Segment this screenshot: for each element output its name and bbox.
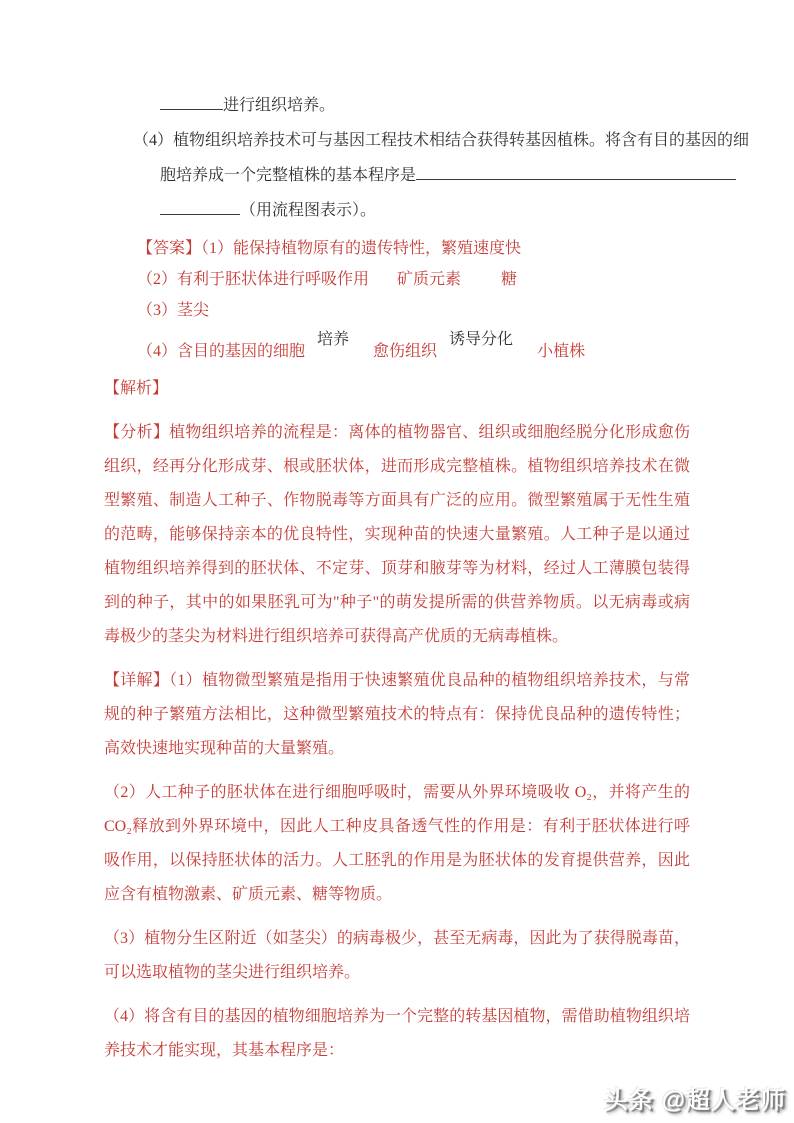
fill-in-blank-underline-long	[416, 164, 736, 180]
explanation-block	[104, 372, 690, 1068]
flow-node-gene-cell: （4）含目的基因的细胞	[137, 343, 306, 360]
question-item4-tail-line	[160, 193, 688, 228]
detail-paragraph-4: （4）将含有目的基因的植物细胞培养为一个完整的转基因植物，需借助植物组织培养技术才能实现，其基本程序是：	[104, 1008, 690, 1059]
question-blank-line-text: 进行组织培养。	[223, 97, 336, 114]
toutiao-watermark: 头条 @超人老师	[603, 1087, 786, 1114]
question-item4-line1	[133, 123, 750, 158]
answer-line-3: （3）茎尖	[137, 302, 210, 319]
flow-arrow-label-culture: 培养	[317, 331, 350, 348]
question-item4-line2-text: 胞培养成一个完整植株的基本程序是	[160, 167, 417, 184]
question-blank-line	[160, 88, 688, 123]
detail-paragraph-3: （3）植物分生区附近（如茎尖）的病毒极少，甚至无病毒，因此为了获得脱毒苗，可以选取植物的茎尖进行组织培养。	[104, 930, 690, 981]
flow-node-plantlet: 小植株	[537, 343, 586, 360]
analysis-paragraph: 【分析】植物组织培养的流程是：离体的植物器官、组织或细胞经脱分化形成愈伤组织，经再分化形成芽、根或胚状体，进而形成完整植株。植物组织培养技术在微型繁殖、制造人工种子、作物脱毒等方面具有广泛的应用。微型繁殖属于无性生殖的范畴，能够保持亲本的优良特性，实现种苗的快速大量繁殖。人工种子是以通过植物组织培养得到的胚状体、不定芽、顶芽和腋芽等为材料，经过人工薄膜包装得到的种子，其中的如果胚乳可为"种子"的萌发提所需的供营养物质。以无病毒或病毒极少的茎尖为材料进行组织培养可获得高产优质的无病毒植株。	[104, 424, 690, 645]
fill-in-blank-underline	[160, 199, 240, 215]
answer-line-4-flowchart	[137, 331, 688, 368]
flow-node-callus: 愈伤组织	[373, 343, 438, 360]
detail-paragraph-2: （2）人工种子的胚状体在进行细胞呼吸时，需要从外界环境吸收 O₂，并将产生的 CO₂释放到外界环境中，因此人工种皮具备透气性的作用是：有利于胚状体进行呼吸作用，以保持胚状体的活力。人工胚乳的作用是为胚状体的发育提供营养，因此应含有植物激素、矿质元素、糖等物质。	[104, 784, 690, 903]
answer-line-1: 【答案】（1）能保持植物原有的遗传特性，繁殖速度快	[137, 240, 522, 257]
answer-line2-part3: 糖	[501, 271, 518, 288]
explanation-heading: 【解析】	[104, 380, 169, 397]
question-item4-line1-text: （4）植物组织培养技术可与基因工程技术相结合获得转基因植株。将含有目的基因的细	[133, 132, 750, 149]
question-block	[133, 88, 750, 228]
answer-line2-part1: （2）有利于胚状体进行呼吸作用	[137, 271, 370, 288]
question-item4-tail-text: （用流程图表示）。	[240, 202, 377, 219]
answer-line2-part2: 矿质元素	[397, 271, 462, 288]
answer-line-2	[137, 264, 688, 295]
question-item4-line2	[160, 158, 688, 193]
detail-paragraph-1: 【详解】（1）植物微型繁殖是指用于快速繁殖优良品种的植物组织培养技术，与常规的种子繁殖方法相比，这种微型繁殖技术的特点有：保持优良品种的遗传特性；高效快速地实现种苗的大量繁殖。	[104, 672, 690, 757]
answer-block	[137, 233, 688, 368]
flow-arrow-label-induce-differentiation: 诱导分化	[449, 331, 514, 348]
fill-in-blank-underline	[160, 94, 223, 110]
